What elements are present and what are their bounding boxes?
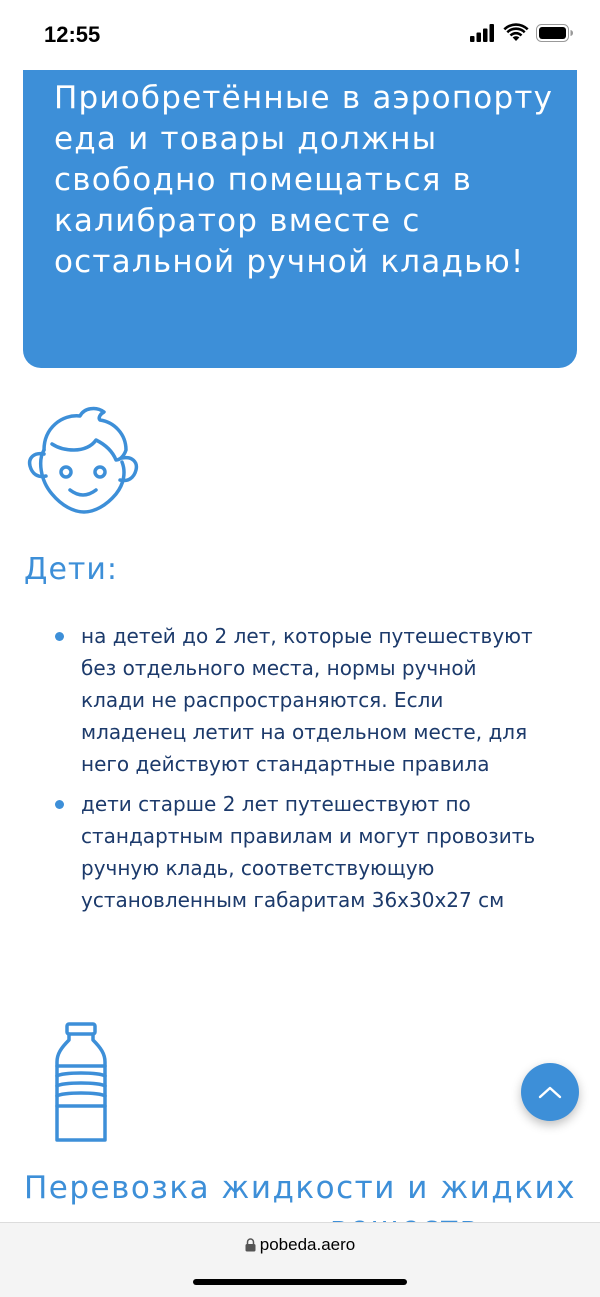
status-icons bbox=[470, 24, 574, 42]
list-item-text: на детей до 2 лет, которые путешествуют без отдельного места, нормы ручной клади не распространяются. Если младенец летит на отдельном месте, для него действуют стандартные правила bbox=[81, 624, 533, 776]
scroll-to-top-button[interactable] bbox=[521, 1063, 579, 1121]
cellular-signal-icon bbox=[470, 24, 496, 42]
list-item bbox=[55, 788, 545, 916]
list-item-text: дети старше 2 лет путешествуют по стандартным правилам и могут провозить ручную кладь, соответствующую установленным габаритам 36х30х27 см bbox=[81, 792, 536, 912]
section-title-liquids: Перевозка жидкости и жидких bbox=[24, 1170, 576, 1206]
bullet-dot bbox=[55, 800, 64, 809]
wifi-icon bbox=[504, 24, 528, 42]
chevron-up-icon bbox=[538, 1085, 562, 1099]
battery-icon bbox=[536, 24, 574, 42]
list-item bbox=[55, 620, 545, 780]
water-bottle-icon bbox=[53, 1022, 109, 1144]
status-bar bbox=[0, 0, 600, 70]
child-face-icon bbox=[22, 404, 142, 516]
section-title-children: Дети: bbox=[24, 552, 118, 587]
children-rules-list bbox=[55, 620, 545, 924]
page-content[interactable] bbox=[0, 70, 600, 1222]
notice-text: Приобретённые в аэропорту еда и товары должны свободно помещаться в калибратор вместе с остальной ручной кладью! bbox=[54, 80, 554, 280]
notice-box bbox=[23, 68, 577, 368]
home-indicator[interactable] bbox=[193, 1279, 407, 1285]
lock-icon bbox=[245, 1238, 256, 1252]
status-time: 12:55 bbox=[44, 22, 101, 47]
url-display[interactable] bbox=[0, 1235, 600, 1255]
browser-url-bar[interactable] bbox=[0, 1222, 600, 1297]
bullet-dot bbox=[55, 632, 64, 641]
url-text: pobeda.aero bbox=[259, 1235, 356, 1254]
